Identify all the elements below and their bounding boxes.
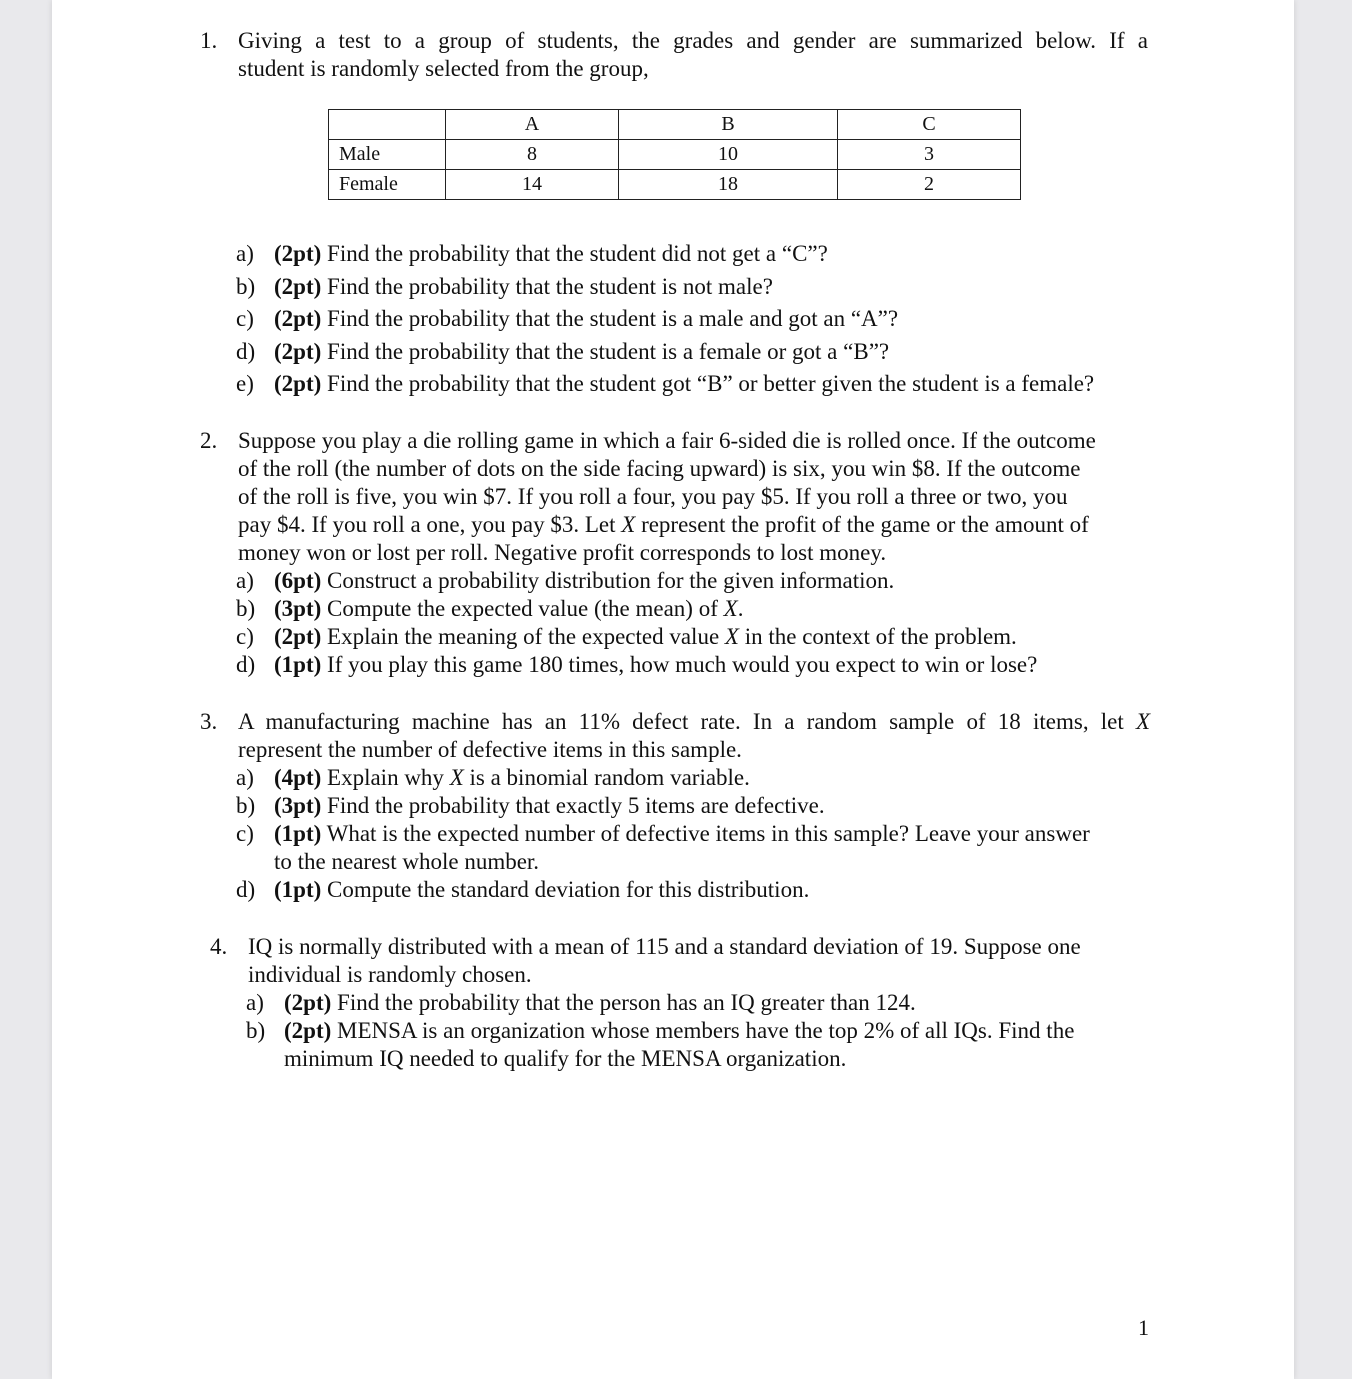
sub-question: b) (3pt) Find the probability that exactly 5 items are defective. [236, 793, 825, 818]
table-header-row [329, 110, 1021, 140]
sub-question: d) (1pt) Compute the standard deviation for this distribution. [236, 877, 810, 902]
sub-question: c) (2pt) Explain the meaning of the expected value X in the context of the problem. [236, 624, 1017, 649]
question-text: IQ is normally distributed with a mean of 115 and a standard deviation of 19. Suppose one [248, 934, 1081, 959]
table-header: C [838, 110, 1021, 140]
sub-question: d) (1pt) If you play this game 180 times, how much would you expect to win or lose? [236, 652, 1038, 677]
row-label: Male [329, 140, 446, 170]
row-label: Female [329, 170, 446, 200]
sub-question: e) (2pt) Find the probability that the student got “B” or better given the student is a female? [236, 371, 1095, 396]
sub-question: b) (3pt) Compute the expected value (the mean) of X. [236, 596, 744, 621]
question-text: Suppose you play a die rolling game in which a fair 6-sided die is rolled once. If the outcome [238, 428, 1096, 453]
question-text: money won or lost per roll. Negative profit corresponds to lost money. [238, 540, 887, 565]
table-cell: 14 [446, 170, 619, 200]
question-text: individual is randomly chosen. [248, 962, 532, 987]
table-header: A [446, 110, 619, 140]
sub-question: a) (2pt) Find the probability that the person has an IQ greater than 124. [246, 990, 916, 1015]
question-text: pay $4. If you roll a one, you pay $3. Let X represent the profit of the game or the amount of [238, 512, 1089, 537]
sub-question: a) (6pt) Construct a probability distribution for the given information. [236, 568, 895, 593]
sub-question: a) (4pt) Explain why X is a binomial random variable. [236, 765, 750, 790]
table-row [329, 170, 1021, 200]
question-number: 1. [200, 28, 218, 53]
sub-question: c) (1pt) What is the expected number of defective items in this sample? Leave your answer to the nearest whole number. [236, 821, 1090, 874]
question-text: A manufacturing machine has an 11% defect rate. In a random sample of 18 items, let X [238, 709, 1150, 734]
grades-table [328, 109, 1021, 200]
question-number: 2. [200, 428, 218, 453]
table-cell: 2 [838, 170, 1021, 200]
table-cell: 10 [619, 140, 838, 170]
table-cell: 8 [446, 140, 619, 170]
page-number: 1 [1138, 1315, 1149, 1340]
sub-question: c) (2pt) Find the probability that the student is a male and got an “A”? [236, 306, 899, 331]
table-cell: 18 [619, 170, 838, 200]
sub-question: d) (2pt) Find the probability that the student is a female or got a “B”? [236, 338, 890, 364]
question-text: represent the number of defective items in this sample. [238, 737, 742, 762]
question-text: of the roll (the number of dots on the side facing upward) is six, you win $8. If the outcome [238, 456, 1081, 481]
sub-question: b) (2pt) MENSA is an organization whose members have the top 2% of all IQs. Find the minimum IQ needed to qualify for the MENSA organization. [246, 1018, 1075, 1071]
question-number: 3. [200, 709, 218, 734]
sub-question: a) (2pt) Find the probability that the student did not get a “C”? [236, 241, 828, 266]
question-text: student is randomly selected from the group, [238, 56, 649, 81]
table-cell: 3 [838, 140, 1021, 170]
table-header: B [619, 110, 838, 140]
table-cell [329, 110, 446, 140]
question-1-parts [236, 238, 1094, 401]
document-page [52, 0, 1294, 1379]
question-text: Giving a test to a group of students, the grades and gender are summarized below. If a [238, 28, 1148, 53]
table-row [329, 140, 1021, 170]
question-text: of the roll is five, you win $7. If you roll a four, you pay $5. If you roll a three or two, you [238, 484, 1068, 509]
question-number: 4. [210, 934, 228, 959]
sub-question: b) (2pt) Find the probability that the student is not male? [236, 273, 773, 299]
